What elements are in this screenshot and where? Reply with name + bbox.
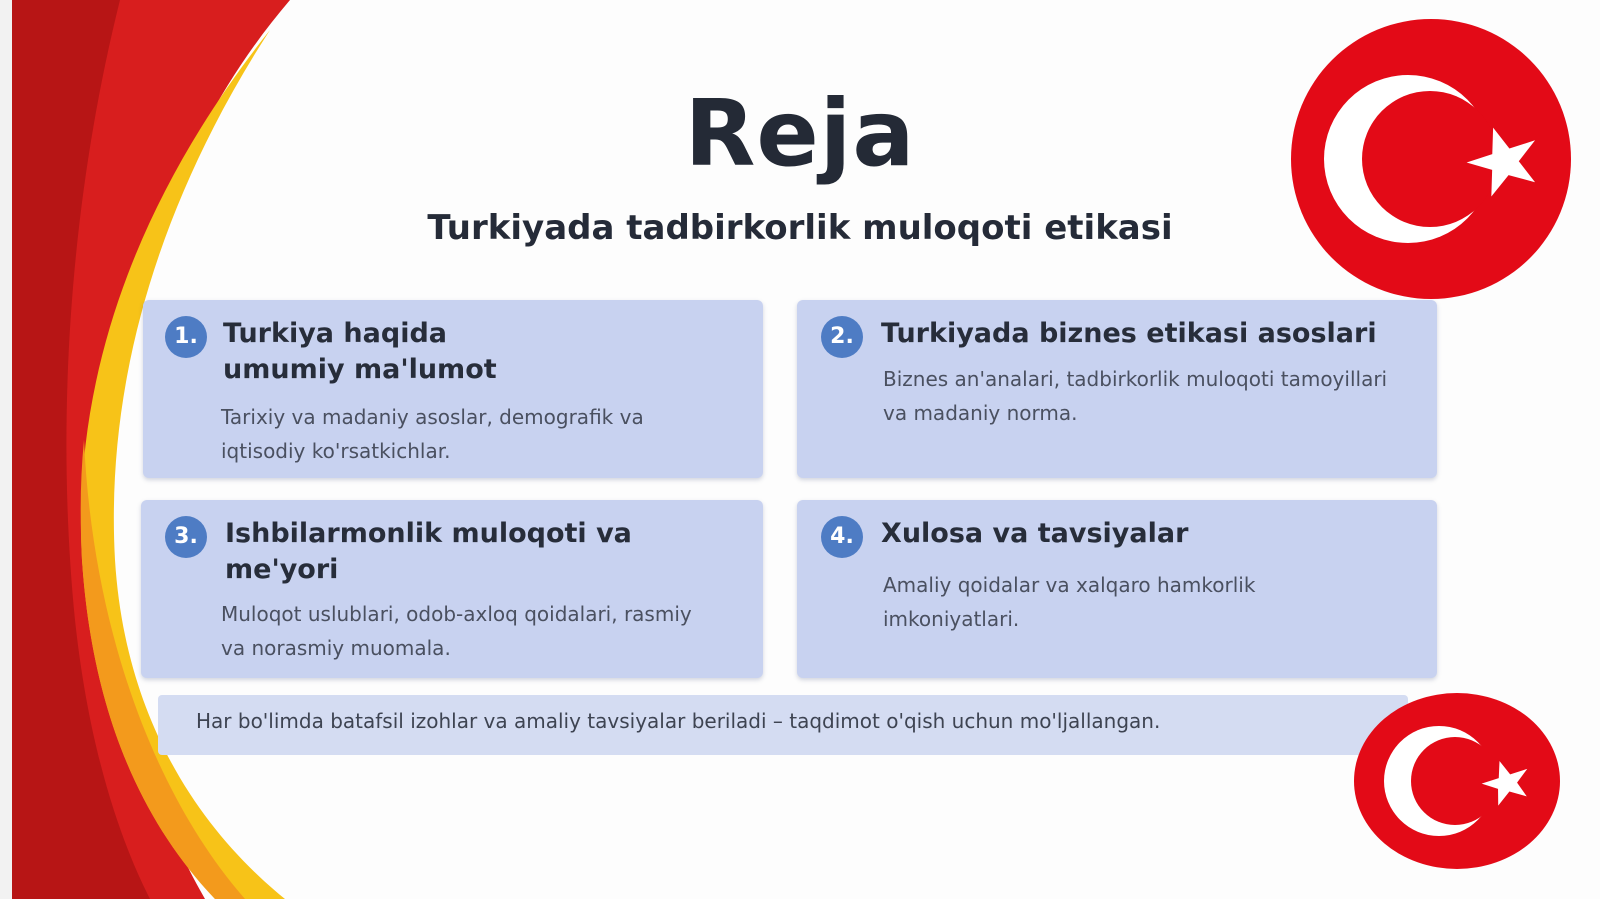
agenda-card-1 [143, 300, 763, 478]
item-description: Amaliy qoidalar va xalqaro hamkorlik imkoniyatlari. [883, 573, 1256, 631]
item-title: Ishbilarmonlik muloqoti va me'yori [225, 518, 632, 585]
agenda-card-2 [797, 300, 1437, 478]
agenda-card-4 [797, 500, 1437, 678]
item-description: Biznes an'analari, tadbirkorlik muloqoti tamoyillari va madaniy norma. [883, 367, 1388, 425]
item-title: Turkiyada biznes etikasi asoslari [881, 318, 1377, 349]
item-description: Muloqot uslublari, odob-axloq qoidalari, rasmiy va norasmiy muomala. [221, 602, 692, 660]
item-number-badge: 3. [165, 516, 207, 558]
page-title: Reja [684, 80, 916, 187]
item-number-badge: 2. [821, 316, 863, 358]
turkish-flag-icon [1290, 18, 1572, 300]
item-number-badge: 1. [165, 316, 207, 358]
item-number-badge: 4. [821, 516, 863, 558]
item-title: Turkiya haqida umumiy ma'lumot [223, 318, 497, 385]
item-title: Xulosa va tavsiyalar [881, 518, 1189, 549]
turkish-flag-small-icon [1353, 692, 1561, 870]
footer-note-text: Har bo'limda batafsil izohlar va amaliy tavsiyalar beriladi – taqdimot o'qish uchun mo'ljallangan. [196, 709, 1161, 733]
agenda-card-3 [141, 500, 763, 678]
item-description: Tarixiy va madaniy asoslar, demografik va iqtisodiy ko'rsatkichlar. [221, 405, 644, 463]
footer-note [158, 695, 1408, 755]
page-subtitle: Turkiyada tadbirkorlik muloqoti etikasi [427, 208, 1173, 248]
